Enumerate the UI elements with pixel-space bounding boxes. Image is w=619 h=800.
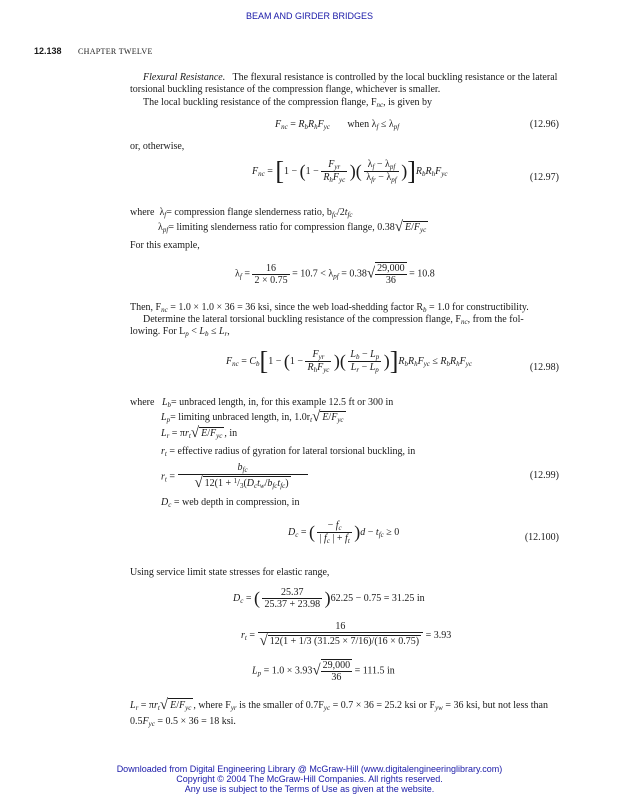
running-title: BEAM AND GIRDER BRIDGES [245, 11, 374, 21]
Dc-calculation: $D_c$ = ( $\frac{25.37}{25.37 + 23.98}$ )62.25 − 0.75 = 31.25 in [233, 587, 425, 610]
rt-calculation: $r_t$ = $\frac{16}{√ 12(1 + 1/3 (31.25 \times 7/16)/(16 \times 0.75)}$ = 3.93 [241, 621, 452, 649]
eq-number-12-98: (12.98) [529, 362, 559, 373]
equation-12-100: $D_c$ = ( $\frac{- f_c}{| f_c | + f_t}$ )$d - t_{fc} \ge 0$ [288, 520, 400, 545]
eq-number-12-97: (12.97) [529, 172, 559, 183]
chapter-title: CHAPTER TWELVE [78, 47, 153, 56]
eq-number-12-99: (12.99) [529, 470, 559, 481]
eq-number-12-96: (12.96) [529, 119, 559, 130]
footer-copyright: Copyright © 2004 The McGraw-Hill Companies. All rights reserved. [176, 774, 443, 784]
local-buckling-text: The local buckling resistance of the compression flange, $F_{nc}$, is given by [143, 97, 433, 109]
lambda-pf-definition: $\lambda_{pf}=$ limiting slenderness ratio for compression flange, 0.38√ $E/F_{yc}$ [158, 219, 427, 235]
or-otherwise: or, otherwise, [130, 141, 185, 152]
rt-definition: $r_t$ = effective radius of gyration for lateral torsional buckling, in [161, 446, 416, 458]
final-paragraph: $L_r = \pi r_t√$ $E/F_{yc}$ , where $F_{yr}$ is the smaller of $0.7F_{yc} = 0.7 \times 36 = 25.2$ ksi or $F_{yw} = 36$ ksi, but not less than $0.5F_{yc} = 0.5 \times 36 = 18$ ksi. [130, 697, 548, 728]
lowing-line: lowing. For $L_p < L_b \le L_r$, [130, 326, 230, 338]
for-this-example: For this example, [130, 240, 200, 251]
lambda-f-definition: where $\lambda_f=$ compression flange slenderness ratio, $b_{fc}/2t_{fc}$ [130, 207, 353, 219]
service-text: Using service limit state stresses for elastic range, [130, 567, 330, 578]
page-number: 12.138 [34, 46, 62, 56]
Lb-definition: where $L_b=$ unbraced length, in, for this example 12.5 ft or 300 in [130, 397, 394, 409]
equation-12-99: $r_t$ = $\frac{b_{fc}}{√ 12(1 + ^1/_3(D_ct_w/b_{fc}t_{fc})}$ [161, 462, 308, 492]
Dc-definition: $D_c$ = web depth in compression, in [161, 497, 300, 509]
footer-terms-link[interactable]: Any use is subject to the Terms of Use as given at the website. [184, 784, 435, 794]
flexural-heading: Flexural Resistance. [143, 72, 226, 83]
equation-12-98: $F_{nc} = C_b[1 - (1$ − $\frac{F_{yr}}{R_hF_{yc}}$ )( $\frac{L_b - L_p}{L_r - L_p}$ )]$R_bR_hF_{yc} \le R_bR_hF_{yc}$ [226, 346, 472, 376]
equation-12-96: $F_{nc} = R_bR_hF_{yc}$ when $\lambda_f \le \lambda_{pf}$ [275, 119, 400, 131]
Lp-calculation: $L_p = 1.0 \times 3.93√$ $\frac{29,000}{36}$ = 111.5 in [252, 660, 395, 683]
flexural-paragraph [130, 72, 560, 96]
flexural-text: The flexural resistance is controlled by the local buckling resistance or the lateral torsional buckling resistance of the compression flange, whichever is smaller. [130, 72, 558, 95]
then-paragraph: Then, $F_{nc} = 1.0 \times 1.0 \times 36 = 36$ ksi, since the web load-shedding factor $R_b = 1.0$ for constructibility. [130, 302, 529, 314]
lambda-calculation: $\lambda_f$ = $\frac{16}{2 \times 0.75}$ = $10.7 < \lambda_{pf} = 0.38√$ $\frac{29,000}{36}$ = 10.8 [235, 262, 435, 286]
determine-paragraph: Determine the lateral torsional buckling resistance of the compression flange, $F_{nc}$, from the fol- [143, 314, 524, 326]
Lr-definition: $L_r = \pi r_t√$ $E/F_{yc}$ , in [161, 425, 238, 441]
footer-download-link[interactable]: Downloaded from Digital Engineering Library @ McGraw-Hill (www.digitalengineeringlibrary.com) [116, 764, 503, 774]
equation-12-97: $F_{nc} = [1 - (1$ − $\frac{F_{yr}}{R_hF_{yc}}$ )( $\frac{\lambda_f - \lambda_{pf}}{\lambda_{fr} - \lambda_{pf}}$ )]$R_bR_hF_{yc}$ [252, 156, 448, 186]
eq-number-12-100: (12.100) [524, 532, 559, 543]
Lp-definition: $L_p=$ limiting unbraced length, in, $1.0r_t√$ $E/F_{yc}$ [161, 409, 344, 425]
